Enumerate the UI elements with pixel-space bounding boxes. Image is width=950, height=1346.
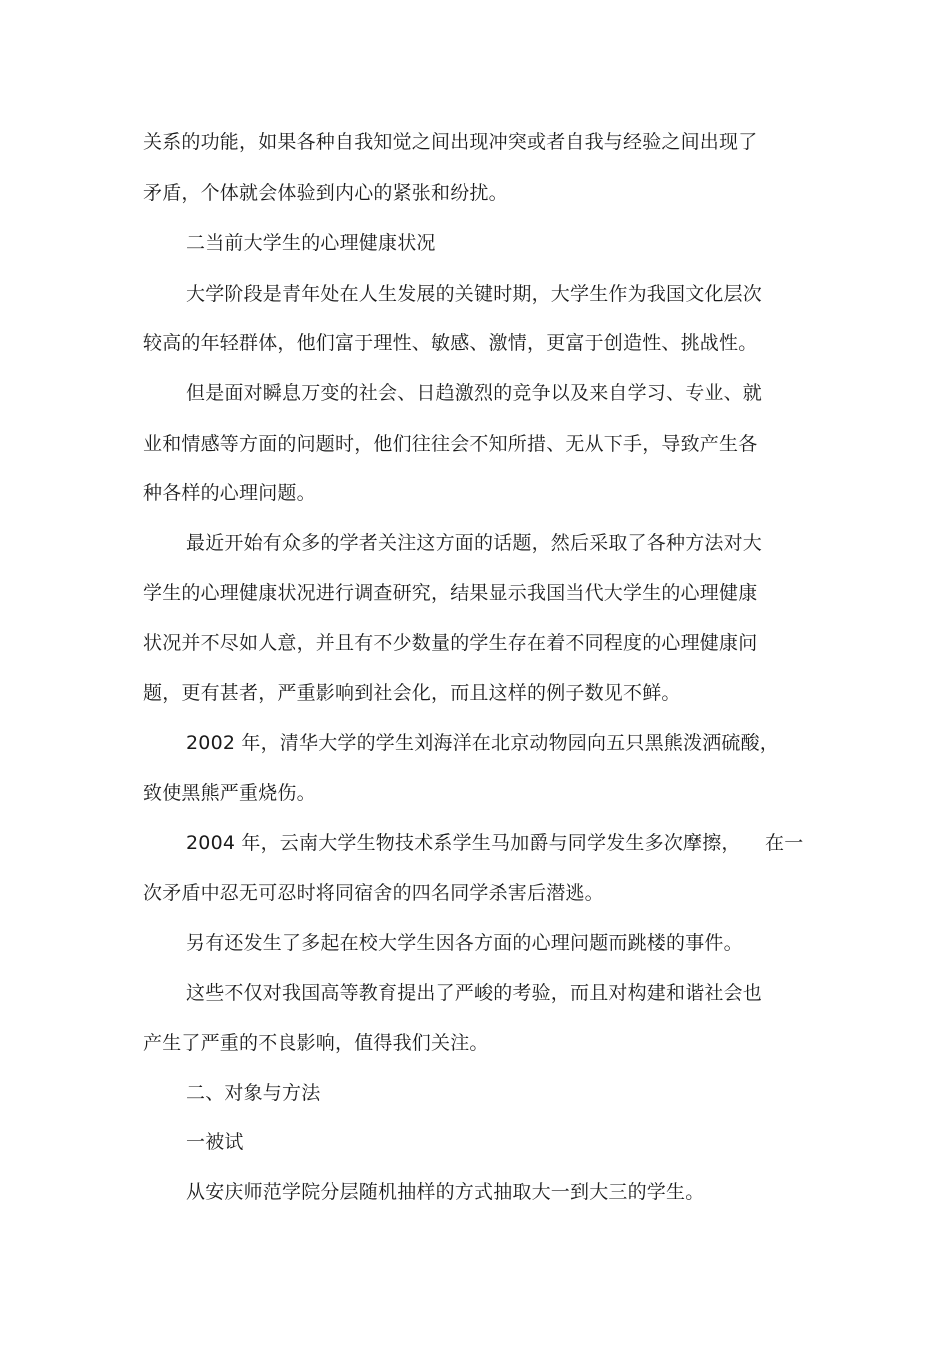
text-line: 2004 年，云南大学生物技术系学生马加爵与同学发生多次摩擦， xyxy=(186,832,741,854)
text-line: 学生的心理健康状况进行调查研究，结果显示我国当代大学生的心理健康 xyxy=(143,582,758,604)
text-line: 大学阶段是青年处在人生发展的关键时期，大学生作为我国文化层次 xyxy=(186,283,763,305)
text-line: 题，更有甚者，严重影响到社会化，而且这样的例子数见不鲜。 xyxy=(143,682,681,704)
text-line: 但是面对瞬息万变的社会、日趋激烈的竞争以及来自学习、专业、就 xyxy=(186,382,763,404)
text-line: 次矛盾中忍无可忍时将同宿舍的四名同学杀害后潜逃。 xyxy=(143,882,604,904)
subsection-heading: 一被试 xyxy=(186,1131,244,1153)
text-line: 产生了严重的不良影响，值得我们关注。 xyxy=(143,1032,489,1054)
text-line: 2002 年，清华大学的学生刘海洋在北京动物园向五只黑熊泼洒硫酸， xyxy=(186,732,779,754)
text-line: 致使黑熊严重烧伤。 xyxy=(143,782,316,804)
text-line: 最近开始有众多的学者关注这方面的话题，然后采取了各种方法对大 xyxy=(186,532,763,554)
text-line: 这些不仅对我国高等教育提出了严峻的考验，而且对构建和谐社会也 xyxy=(186,982,763,1004)
text-line: 从安庆师范学院分层随机抽样的方式抽取大一到大三的学生。 xyxy=(186,1181,705,1203)
text-line: 较高的年轻群体，他们富于理性、敏感、激情，更富于创造性、挑战性。 xyxy=(143,332,758,354)
text-line: 业和情感等方面的问题时，他们往往会不知所措、无从下手，导致产生各 xyxy=(143,433,758,455)
text-line: 状况并不尽如人意，并且有不少数量的学生存在着不同程度的心理健康问 xyxy=(143,632,758,654)
section-heading: 二、对象与方法 xyxy=(186,1082,321,1104)
text-line: 种各样的心理问题。 xyxy=(143,482,316,504)
section-heading: 二当前大学生的心理健康状况 xyxy=(186,232,436,254)
text-line: 关系的功能，如果各种自我知觉之间出现冲突或者自我与经验之间出现了 xyxy=(143,131,758,153)
text-line: 另有还发生了多起在校大学生因各方面的心理问题而跳楼的事件。 xyxy=(186,932,743,954)
text-line: 矛盾，个体就会体验到内心的紧张和纷扰。 xyxy=(143,182,508,204)
text-line-fragment: 在一 xyxy=(765,832,804,854)
